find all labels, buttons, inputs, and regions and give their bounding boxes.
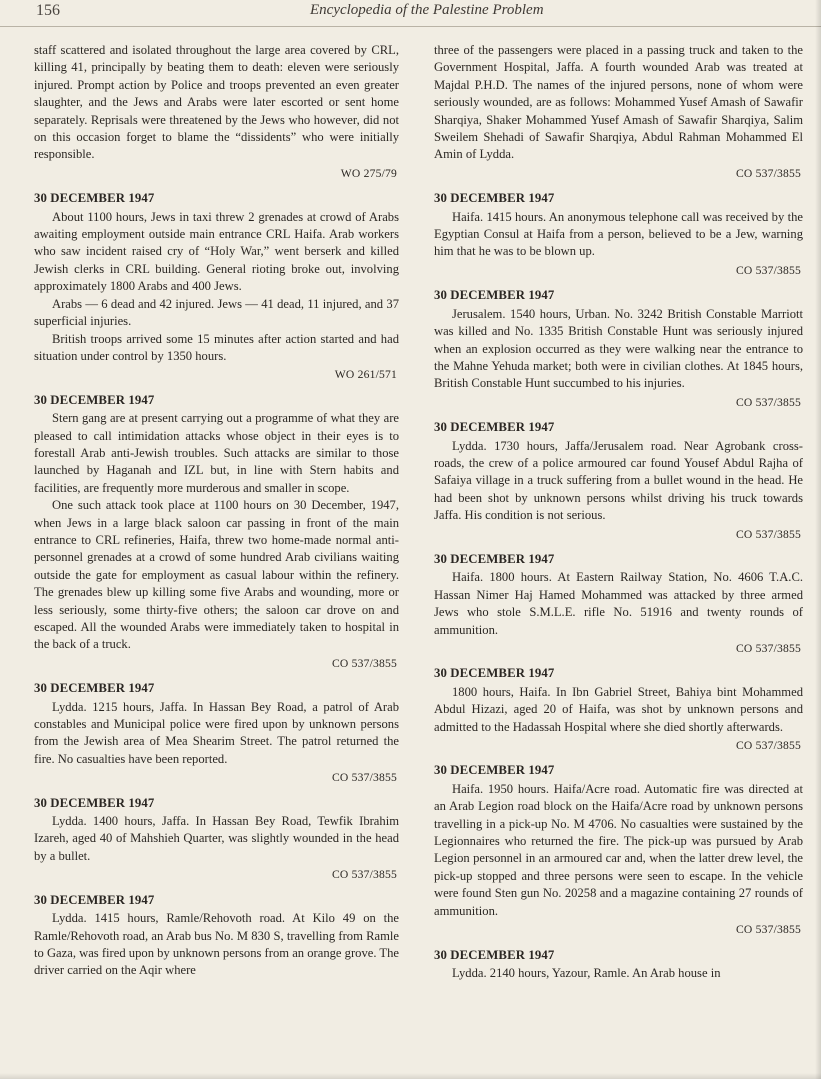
entry-heading: 30 DECEMBER 1947 <box>434 666 555 681</box>
source-reference: CO 537/3855 <box>735 923 801 937</box>
entry-heading: 30 DECEMBER 1947 <box>434 947 555 962</box>
entry-paragraph: Haifa. 1950 hours. Haifa/Acre road. Automatic fire was directed at an Arab Legion road block on the Haifa/Acre road by unknown persons travelling in a pick-up No. M 4706. No casualties were sustained by the Legionnaires who returned the fire. The pick-up was pursued by Arab Legion personnel in an armoured car and, when the latter drew level, the pick-up stopped and three persons were seen to escape. In the vehicle were found Sten gun No. 20258 and a magazine containing 27 rounds of ammunition. <box>434 781 803 918</box>
entry <box>434 551 803 657</box>
entry <box>34 795 399 884</box>
entry <box>34 680 399 786</box>
entry-paragraph: Lydda. 1400 hours, Jaffa. In Hassan Bey Road, Tewfik Ibrahim Izareh, aged 40 of Mahshieh Quarter, was slightly wounded in the head by a bullet. <box>34 814 399 863</box>
source-reference: CO 537/3855 <box>735 263 801 277</box>
source-reference: WO 275/79 <box>340 166 397 180</box>
running-head: Encyclopedia of the Palestine Problem <box>310 2 544 18</box>
entry-heading: 30 DECEMBER 1947 <box>434 420 555 435</box>
source-reference: CO 537/3855 <box>735 739 801 753</box>
entry <box>434 287 803 411</box>
source-reference: CO 537/3855 <box>735 395 801 409</box>
entry <box>434 947 803 983</box>
entry-heading: 30 DECEMBER 1947 <box>34 795 155 810</box>
entry-heading: 30 DECEMBER 1947 <box>434 763 555 778</box>
page-shadow-edge <box>815 0 821 1079</box>
entry-paragraph: Lydda. 2140 hours, Yazour, Ramle. An Arab house in <box>452 965 721 980</box>
entry-paragraph: Haifa. 1800 hours. At Eastern Railway Station, No. 4606 T.A.C. Hassan Nimer Haj Hamed Mohammed was attacked by three armed Jews who stole S.M.L.E. rifle No. 51916 and twenty rounds of ammunition. <box>434 570 803 637</box>
right-column <box>434 42 803 982</box>
entry <box>34 892 399 980</box>
source-reference: CO 537/3855 <box>735 527 801 541</box>
entry <box>34 42 399 182</box>
entry <box>34 190 399 383</box>
entry-paragraph: British troops arrived some 15 minutes after action started and had situation under control by 1350 hours. <box>34 331 399 363</box>
entry-paragraph: Jerusalem. 1540 hours, Urban. No. 3242 British Constable Marriott was killed and No. 1335 British Constable Hunt was seriously injured when an explosion occurred as they were walking near the entrance to the Mahne Yehuda market; both were in civilian clothes. At 1845 hours, British Constable Hunt succumbed to his injuries. <box>434 306 803 391</box>
source-reference: CO 537/3855 <box>331 868 397 882</box>
entry-heading: 30 DECEMBER 1947 <box>434 551 555 566</box>
entry-paragraph: staff scattered and isolated throughout the large area covered by CRL, killing 41, principally by beating them to death: eleven were seriously injured. Prompt action by Police and troops prevented an even greater slaughter, and the Jews and Arabs were later escorted or sent home separately. Reprisals were threatened by the Jews who however, did not on this occasion forget to blame the “dissidents” who were initially responsible. <box>34 43 399 162</box>
entry-heading: 30 DECEMBER 1947 <box>34 681 155 696</box>
entry-heading: 30 DECEMBER 1947 <box>34 892 155 907</box>
entry-paragraph: Lydda. 1415 hours, Ramle/Rehovoth road. At Kilo 49 on the Ramle/Rehovoth road, an Arab bus No. M 830 S, travelling from Ramle to Gaza, was fired upon by unknown persons from an orange grove. The driver carried on the Aqir where <box>34 911 399 978</box>
entry <box>434 419 803 543</box>
left-column <box>34 42 399 980</box>
entry <box>434 762 803 938</box>
entry <box>34 392 399 673</box>
source-reference: CO 537/3855 <box>735 642 801 655</box>
entry <box>434 42 803 182</box>
entry-heading: 30 DECEMBER 1947 <box>34 191 155 206</box>
entry-paragraph: Arabs — 6 dead and 42 injured. Jews — 41 dead, 11 injured, and 37 superficial injuries. <box>34 296 399 329</box>
entry-paragraph: About 1100 hours, Jews in taxi threw 2 grenades at crowd of Arabs awaiting employment outside main entrance CRL Haifa. Arab workers who saw incident raised cry of “Holy War,” went berserk and killed Jewish clerks in CRL building. General rioting broke out, involving approximately 1800 Arabs and 400 Jews. <box>34 209 399 294</box>
source-reference: CO 537/3855 <box>331 771 397 785</box>
entry-paragraph: Stern gang are at present carrying out a programme of what they are pleased to call intimidation attacks whose object in their eyes is to forestall Arab anti-Jewish troubles. Such attacks are similar to those launched by Haganah and IZL but, in line with Stern habits and facilities, are frequently more murderous and smaller in scope. <box>34 411 399 495</box>
entry-heading: 30 DECEMBER 1947 <box>434 288 555 303</box>
entry-paragraph: Haifa. 1415 hours. An anonymous telephone call was received by the Egyptian Consul at Haifa from a person, believed to be a Jew, warning him that he was to be blown up. <box>434 209 803 259</box>
entry <box>434 190 803 279</box>
entry-paragraph: 1800 hours, Haifa. In Ibn Gabriel Street, Bahiya bint Mohammed Abdul Hizazi, aged 20 of Haifa, was shot by unknown persons and admitted to the Hadassah Hospital where she died shortly afterwards. <box>434 684 803 734</box>
source-reference: WO 261/571 <box>334 368 397 382</box>
entry-heading: 30 DECEMBER 1947 <box>34 392 155 407</box>
source-reference: CO 537/3855 <box>331 656 397 670</box>
entry-paragraph: three of the passengers were placed in a passing truck and taken to the Government Hospital, Jaffa. A fourth wounded Arab was treated at Majdal P.H.D. The names of the injured persons, none of whom were seriously wounded, are as follows: Mohammed Yusef Amash of Sawafir Sharqiya, Shaker Mohammed Yusef Amash of Sawafir Sharqiya, Salim Sweilem Shehadi of Sawafir Sharqiya, Abdul Rahman Mohammed El Amin of Lydda. <box>434 43 803 162</box>
page-header <box>0 0 821 27</box>
entry-heading: 30 DECEMBER 1947 <box>434 191 555 206</box>
entry-paragraph: Lydda. 1730 hours, Jaffa/Jerusalem road. Near Agrobank cross-roads, the crew of a police armoured car found Yousef Abdul Rajha of Safaiya village in a truck suffering from a bullet wound in the head. He had been shot by unknown persons whilst driving his truck towards Jaffa. His condition is not serious. <box>434 438 803 523</box>
entry-paragraph: One such attack took place at 1100 hours on 30 December, 1947, when Jews in a large black saloon car passing in front of the main entrance to CRL refineries, Haifa, threw two home-made normal anti-personnel grenades at a crowd of some hundred Arab civilians waiting outside the gate for employment as casual labour within the refinery. The grenades blew up killing some five Arabs and wounding, more or less seriously, some thirty-five others; the saloon car drove on and escaped. All the wounded Arabs were immediately taken to hospital in the back of a truck. <box>34 498 399 652</box>
page-bottom-edge <box>0 1073 821 1079</box>
entry <box>434 665 803 754</box>
entry-paragraph: Lydda. 1215 hours, Jaffa. In Hassan Bey Road, a patrol of Arab constables and Municipal police were fired upon by unknown persons from the Jewish area of Mea Shearim Street. The patrol returned the fire. No casualties have been reported. <box>34 699 399 766</box>
page-number: 156 <box>36 2 60 19</box>
source-reference: CO 537/3855 <box>735 166 801 180</box>
